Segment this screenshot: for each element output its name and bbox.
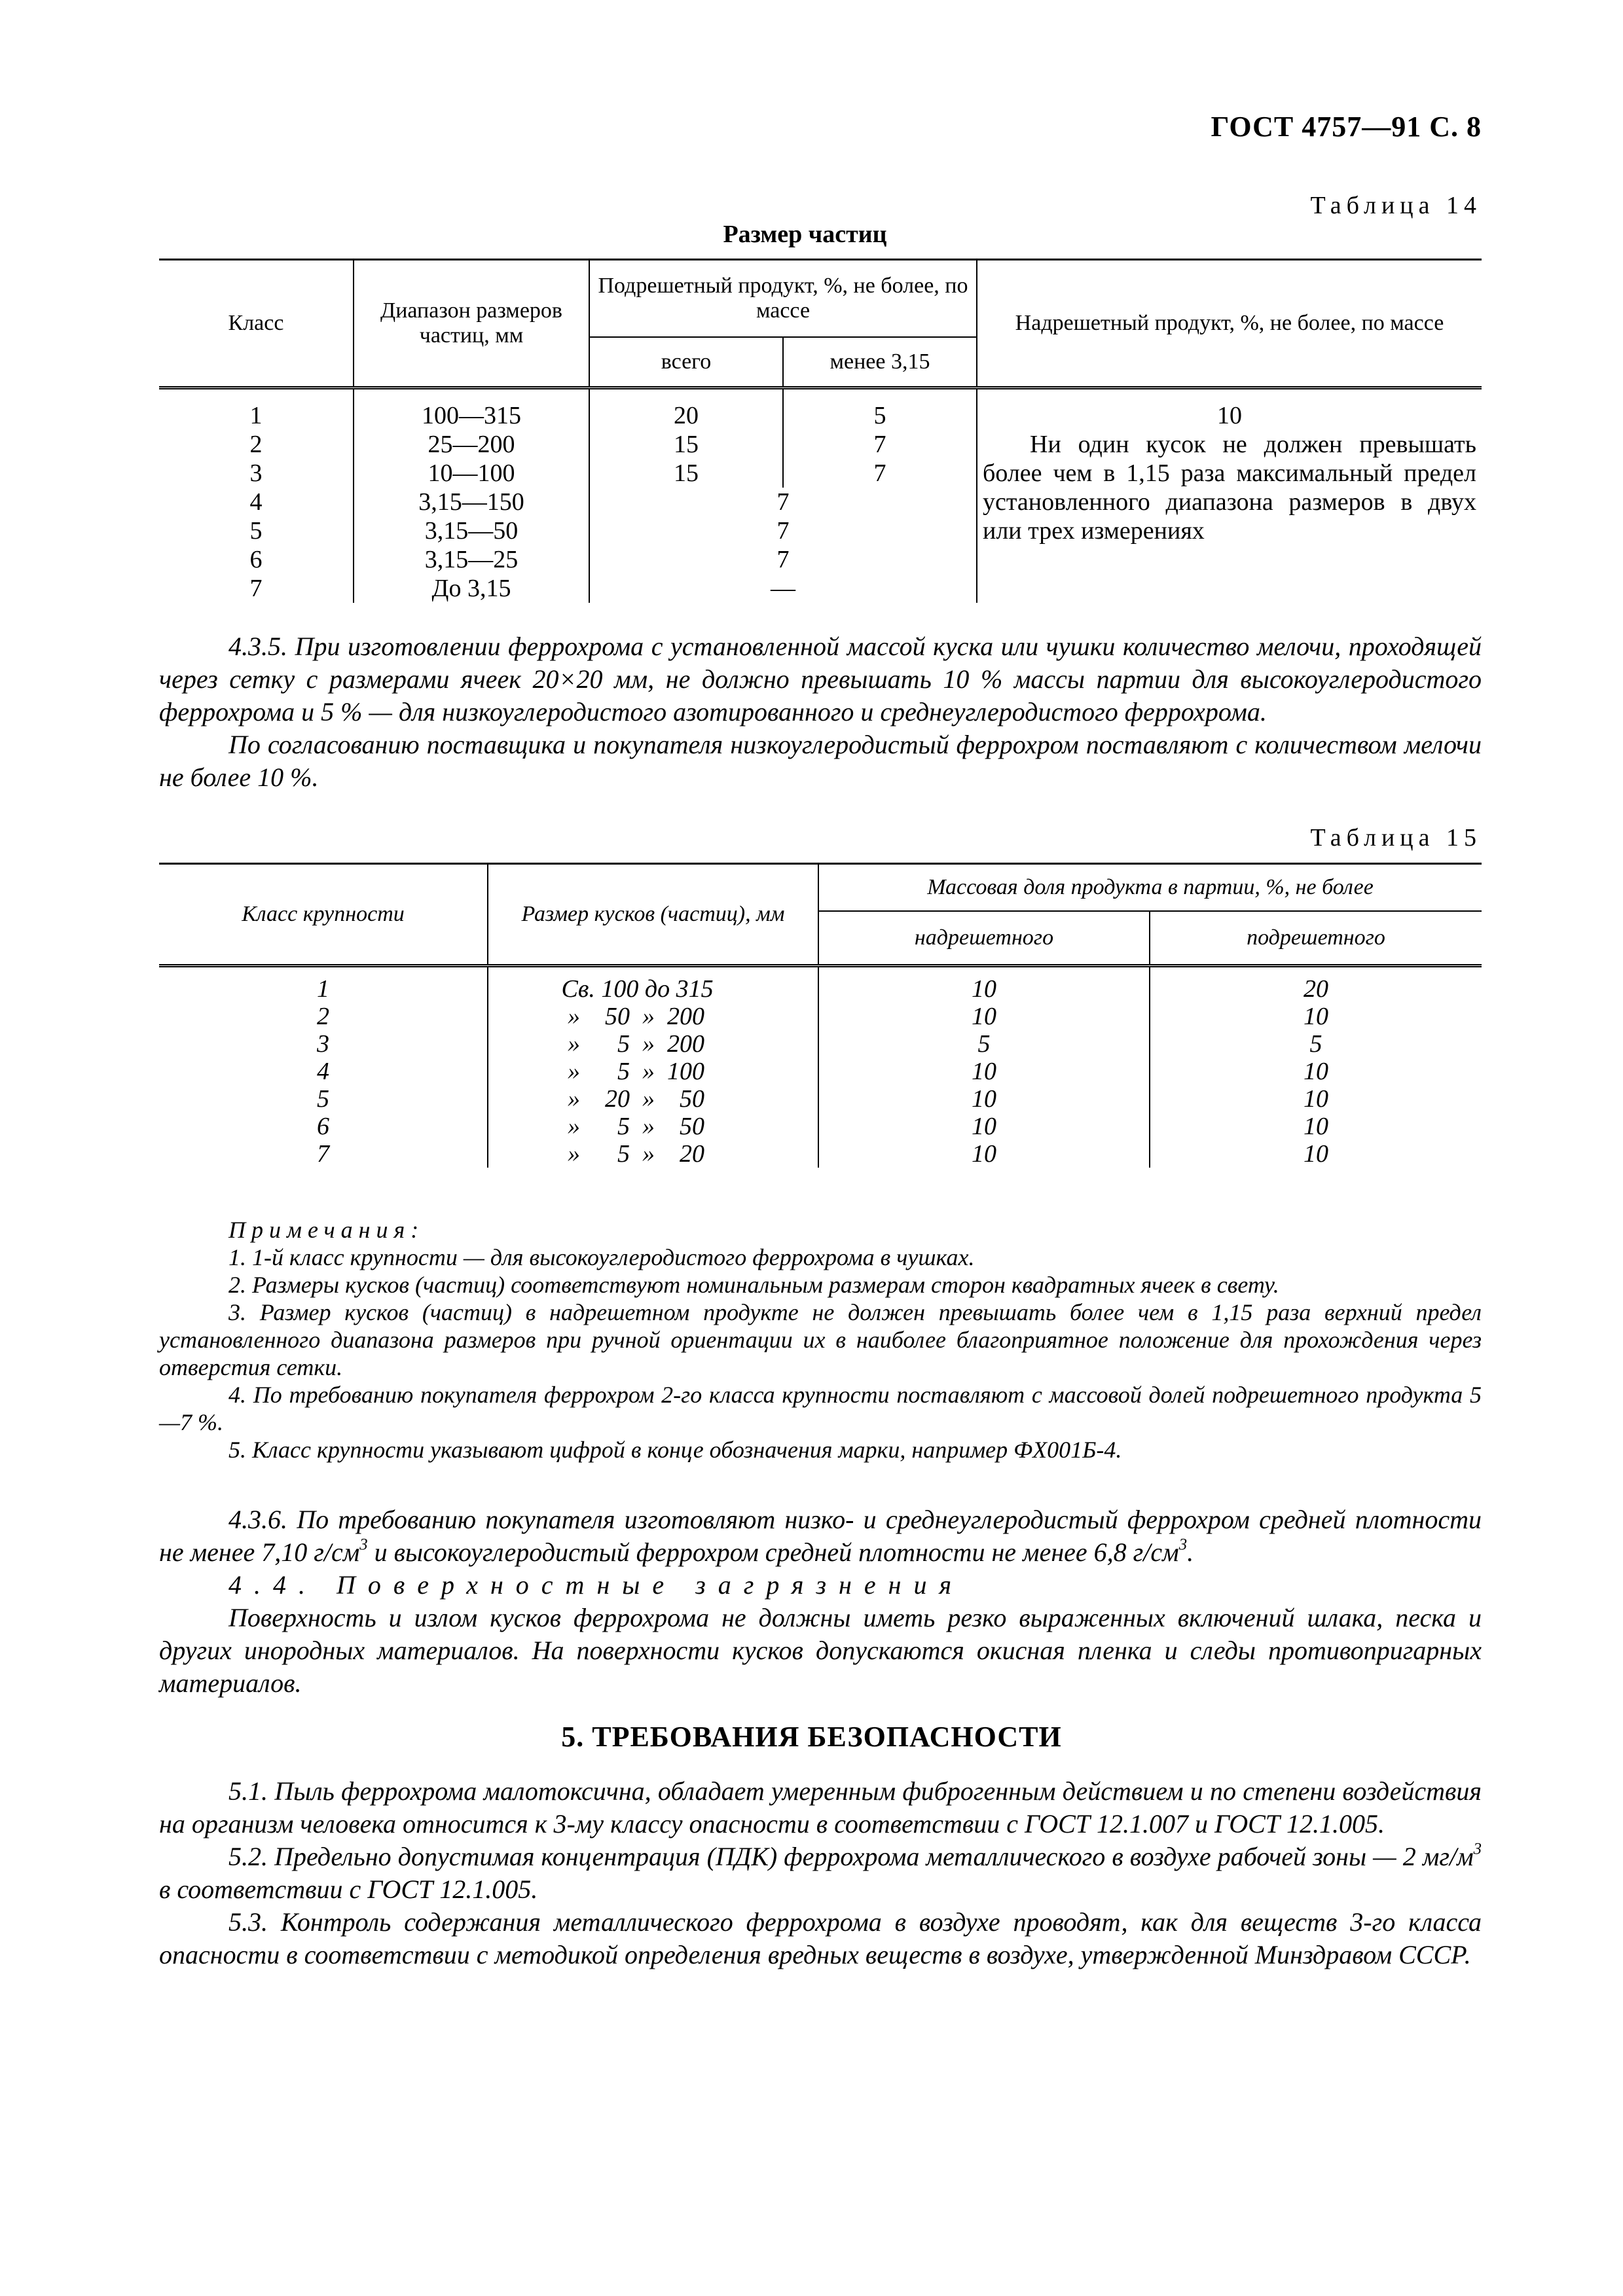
paragraph-4-3-5-text: 4.3.5. При изготовлении феррохрома с установленной массой куска или чушки количество мелочи, проходящей через сетку с размерами ячеек 20×20 мм, не должно превышать 10 % массы партии для высокоуглеродистого феррохрома и 5 % — для низкоуглеродистого азотированного и среднеуглеродистого феррохрома. xyxy=(159,632,1482,726)
paragraph-5-2-part2: в соответствии с ГОСТ 12.1.005. xyxy=(159,1874,538,1904)
table15-cell-class: 4 xyxy=(159,1058,488,1085)
superscript: 3 xyxy=(1473,1840,1482,1858)
table15-cell-under: 10 xyxy=(1150,1140,1482,1168)
table-row xyxy=(159,401,1482,430)
table15-size-text: » 50 » 200 xyxy=(561,1002,704,1030)
note-item: 1. 1-й класс крупности — для высокоуглеродистого феррохрома в чушках. xyxy=(228,1244,975,1270)
table14-cell-range: 10—100 xyxy=(354,459,589,488)
table14-cell-merged: 7 xyxy=(589,545,977,574)
table15-cell-over: 10 xyxy=(818,975,1150,1003)
table15-cell-under: 10 xyxy=(1150,1003,1482,1030)
table14-cell-total: 15 xyxy=(589,459,783,488)
paragraph-5-2 xyxy=(159,1840,1482,1906)
section-5-body xyxy=(159,1775,1482,1971)
table14-cell-class: 1 xyxy=(159,401,354,430)
table15-cell-under: 10 xyxy=(1150,1058,1482,1085)
table15-cell-size xyxy=(488,1058,818,1085)
table14-cell-class: 3 xyxy=(159,459,354,488)
table15-cell-size xyxy=(488,1140,818,1168)
table15-size-text: » 5 » 200 xyxy=(561,1030,704,1058)
table14-cell-class: 6 xyxy=(159,545,354,574)
note-item: 3. Размер кусков (частиц) в надрешетном продукте не должен превышать более чем в 1,15 раза верхний предел установленного диапазона размеров при ручной ориентации их в наиболее благоприятное положение для прохождения через отверстия сетки. xyxy=(159,1299,1482,1380)
paragraph-4-3-6 xyxy=(159,1503,1482,1569)
table-row xyxy=(159,1058,1482,1085)
superscript: 3 xyxy=(359,1535,368,1554)
table14-cell-range: 3,15—150 xyxy=(354,488,589,516)
page-header-doc-ref: ГОСТ 4757—91 С. 8 xyxy=(1211,111,1482,143)
table15-cell-under: 10 xyxy=(1150,1113,1482,1140)
table14-cell-class: 4 xyxy=(159,488,354,516)
table15-label: Таблица 15 xyxy=(1310,824,1482,852)
paragraph-4-4-body: Поверхность и излом кусков феррохрома не должны иметь резко выраженных включений шлака, песка и других инородных материалов. На поверхности кусков допускаются окисная пленка и следы противопригарных материалов. xyxy=(159,1603,1482,1698)
table14-cell-total: 20 xyxy=(589,401,783,430)
table15-header-size: Размер кусков (частиц), мм xyxy=(488,864,818,966)
table15-cell-class: 1 xyxy=(159,975,488,1003)
table-row xyxy=(159,1085,1482,1113)
table14-cell-range: 3,15—50 xyxy=(354,516,589,545)
note-item: 4. По требованию покупателя феррохром 2-го класса крупности поставляют с массовой долей подрешетного продукта 5—7 %. xyxy=(159,1382,1482,1435)
table15-cell-over: 10 xyxy=(818,1113,1150,1140)
table15-cell-under: 5 xyxy=(1150,1030,1482,1058)
paragraph-4-3-5-agreement: По согласованию поставщика и покупателя низкоуглеродистый феррохром поставляют с количеством мелочи не более 10 %. xyxy=(159,730,1482,792)
table14-header-under: Подрешетный продукт, %, не более, по массе xyxy=(589,260,977,337)
table14 xyxy=(159,259,1482,603)
table15-size-text: » 5 » 100 xyxy=(561,1057,704,1085)
table14-cell-range: До 3,15 xyxy=(354,574,589,603)
note-item: 2. Размеры кусков (частиц) соответствуют номинальным размерам сторон квадратных ячеек в свету. xyxy=(228,1272,1279,1298)
table14-header-range: Диапазон размеров частиц, мм xyxy=(354,260,589,388)
table15-cell-over: 5 xyxy=(818,1030,1150,1058)
notes-heading: Примечания: xyxy=(228,1217,425,1243)
table15-cell-class: 7 xyxy=(159,1140,488,1168)
table15-header-under: подрешетного xyxy=(1150,911,1482,966)
table14-header-class: Класс xyxy=(159,260,354,388)
table-row xyxy=(159,1030,1482,1058)
table15-cell-over: 10 xyxy=(818,1058,1150,1085)
table15-cell-size xyxy=(488,975,818,1003)
paragraph-4-3-6-part3: . xyxy=(1187,1537,1194,1567)
table-row xyxy=(159,1113,1482,1140)
table-row xyxy=(159,1003,1482,1030)
table15-cell-over: 10 xyxy=(818,1140,1150,1168)
table15-cell-over: 10 xyxy=(818,1085,1150,1113)
table15-cell-size xyxy=(488,1113,818,1140)
table15-size-text: » 5 » 50 xyxy=(561,1112,704,1140)
table14-cell-range: 25—200 xyxy=(354,430,589,459)
table14-header-under-less: менее 3,15 xyxy=(783,337,977,388)
table14-cell-class: 2 xyxy=(159,430,354,459)
table14-label: Таблица 14 xyxy=(1310,192,1482,219)
table15-cell-size xyxy=(488,1085,818,1113)
table15-cell-class: 5 xyxy=(159,1085,488,1113)
table15-cell-class: 3 xyxy=(159,1030,488,1058)
table14-cell-class: 7 xyxy=(159,574,354,603)
paragraph-4-3-6-block xyxy=(159,1503,1482,1700)
table15 xyxy=(159,863,1482,1168)
table14-cell-merged: 7 xyxy=(589,516,977,545)
table14-cell-less: 7 xyxy=(783,459,977,488)
paragraph-4-3-6-part1: 4.3.6. По требованию покупателя изготовляют низко- и среднеуглеродистый феррохром средней плотности не менее 7,10 г/см xyxy=(159,1505,1482,1567)
table14-header-under-total: всего xyxy=(589,337,783,388)
table14-cell-range: 100—315 xyxy=(354,401,589,430)
table14-cell-total: 15 xyxy=(589,430,783,459)
table15-header-share: Массовая доля продукта в партии, %, не более xyxy=(818,864,1482,911)
table15-cell-under: 20 xyxy=(1150,975,1482,1003)
table15-cell-class: 2 xyxy=(159,1003,488,1030)
table14-over-note: Ни один кусок не должен превышать более чем в 1,15 раза максимальный предел установленного диапазона размеров в двух или трех измерениях xyxy=(983,430,1476,545)
paragraph-4-4-heading: 4.4. Поверхностные загрязнения xyxy=(228,1570,964,1600)
table-row xyxy=(159,975,1482,1003)
table14-header-over: Надрешетный продукт, %, не более, по массе xyxy=(977,260,1482,388)
paragraph-5-3: 5.3. Контроль содержания металлического феррохрома в воздухе проводят, как для веществ 3-го класса опасности в соответствии с методикой определения вредных веществ в воздухе, утвержденной Минздравом СССР. xyxy=(159,1907,1482,1969)
table15-header-over: надрешетного xyxy=(818,911,1150,966)
paragraph-4-3-6-part2: и высокоуглеродистый феррохром средней плотности не менее 6,8 г/см xyxy=(367,1537,1179,1567)
table15-cell-class: 6 xyxy=(159,1113,488,1140)
table14-cell-merged: — xyxy=(589,574,977,603)
table15-cell-size xyxy=(488,1030,818,1058)
table14-cell-less: 5 xyxy=(783,401,977,430)
paragraph-5-2-part1: 5.2. Предельно допустимая концентрация (ПДК) феррохрома металлического в воздухе рабочей зоны — 2 мг/м xyxy=(228,1842,1474,1871)
superscript: 3 xyxy=(1178,1535,1188,1554)
table14-over-cell xyxy=(977,401,1482,603)
table15-cell-size xyxy=(488,1003,818,1030)
table14-cell-less: 7 xyxy=(783,430,977,459)
table14-cell-range: 3,15—25 xyxy=(354,545,589,574)
table15-size-text: » 20 » 50 xyxy=(561,1085,704,1113)
notes-block xyxy=(159,1216,1482,1463)
table14-title: Размер частиц xyxy=(723,221,887,248)
table15-header-class: Класс крупности xyxy=(159,864,488,966)
table14-over-value: 10 xyxy=(1217,401,1242,429)
paragraph-4-3-5 xyxy=(159,630,1482,794)
table-row xyxy=(159,1140,1482,1168)
table14-cell-merged: 7 xyxy=(589,488,977,516)
table14-cell-class: 5 xyxy=(159,516,354,545)
paragraph-5-1: 5.1. Пыль феррохрома малотоксична, обладает умеренным фиброгенным действием и по степени воздействия на организм человека относится к 3-му классу опасности в соответствии с ГОСТ 12.1.007 и ГОСТ 12.1.005. xyxy=(159,1776,1482,1839)
table15-cell-over: 10 xyxy=(818,1003,1150,1030)
table15-cell-under: 10 xyxy=(1150,1085,1482,1113)
table15-size-text: » 5 » 20 xyxy=(561,1139,704,1168)
table15-size-text: Св. 100 до 315 xyxy=(561,975,714,1003)
section-5-title: 5. ТРЕБОВАНИЯ БЕЗОПАСНОСТИ xyxy=(561,1721,1062,1753)
note-item: 5. Класс крупности указывают цифрой в конце обозначения марки, например ФХ001Б-4. xyxy=(228,1437,1122,1463)
